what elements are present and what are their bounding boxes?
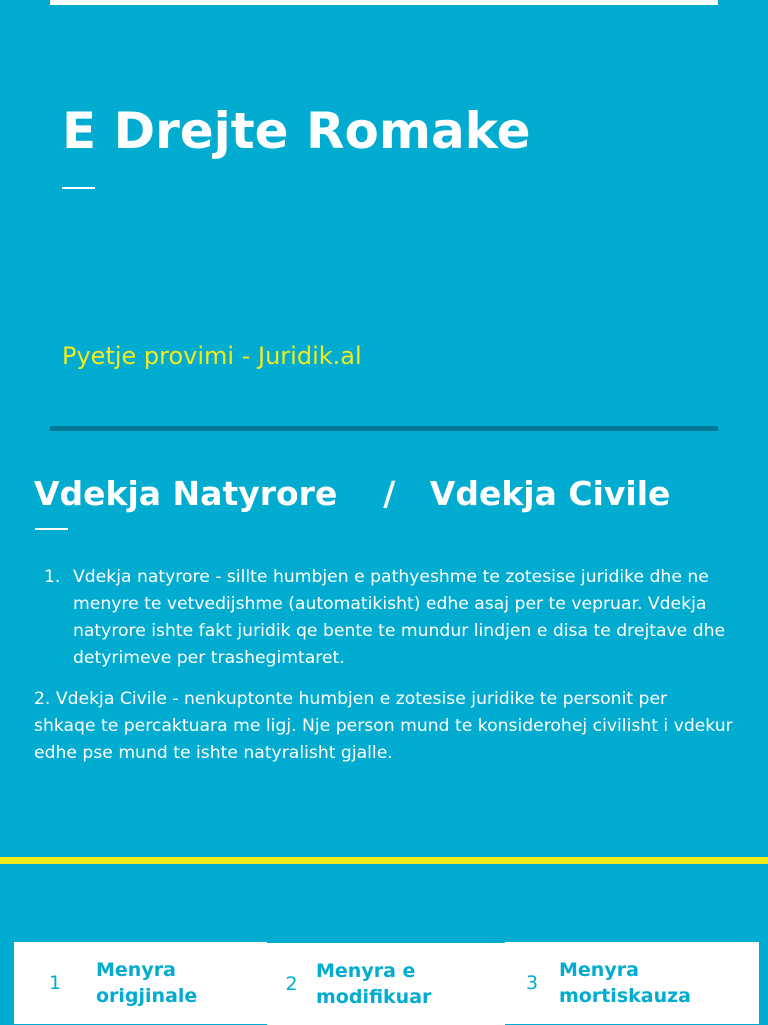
slide-divider bbox=[50, 426, 718, 431]
slide-heading: Vdekja Natyrore / Vdekja Civile bbox=[34, 474, 671, 513]
heading-dash bbox=[35, 528, 68, 530]
page-subtitle: Pyetje provimi - Juridik.al bbox=[62, 342, 362, 370]
method-card bbox=[14, 942, 267, 1024]
card-label: Menyra mortiskauza bbox=[559, 959, 691, 1007]
card-number: 1 bbox=[48, 972, 62, 994]
method-card bbox=[267, 943, 505, 1025]
page-title: E Drejte Romake bbox=[62, 102, 531, 160]
title-slide bbox=[0, 0, 768, 432]
top-white-bar bbox=[50, 0, 718, 5]
card-label: Menyra origjinale bbox=[96, 959, 198, 1007]
list-item bbox=[44, 564, 734, 672]
card-number: 2 bbox=[285, 973, 298, 995]
method-card bbox=[505, 942, 759, 1024]
card-number: 3 bbox=[525, 972, 539, 994]
card-label: Menyra e modifikuar bbox=[316, 960, 432, 1008]
title-dash bbox=[62, 187, 95, 189]
yellow-divider bbox=[0, 857, 768, 864]
list-item-number: 1. bbox=[44, 567, 61, 587]
paragraph: 2. Vdekja Civile - nenkuptonte humbjen e zotesise juridike te personit per shkaqe te percaktuara me ligj. Nje person mund te konsiderohej civilisht i vdekur edhe pse mund te ishte natyralisht gjalle. bbox=[34, 689, 733, 763]
list-item-text: Vdekja natyrore - sillte humbjen e pathyeshme te zotesise juridike dhe ne menyre te vetvedijshme (automatikisht) edhe asaj per te vepruar. Vdekja natyrore ishte fakt juridik qe bente te mundur lindjen e disa te drejtave dhe detyrimeve per trashegimtaret. bbox=[73, 567, 726, 668]
